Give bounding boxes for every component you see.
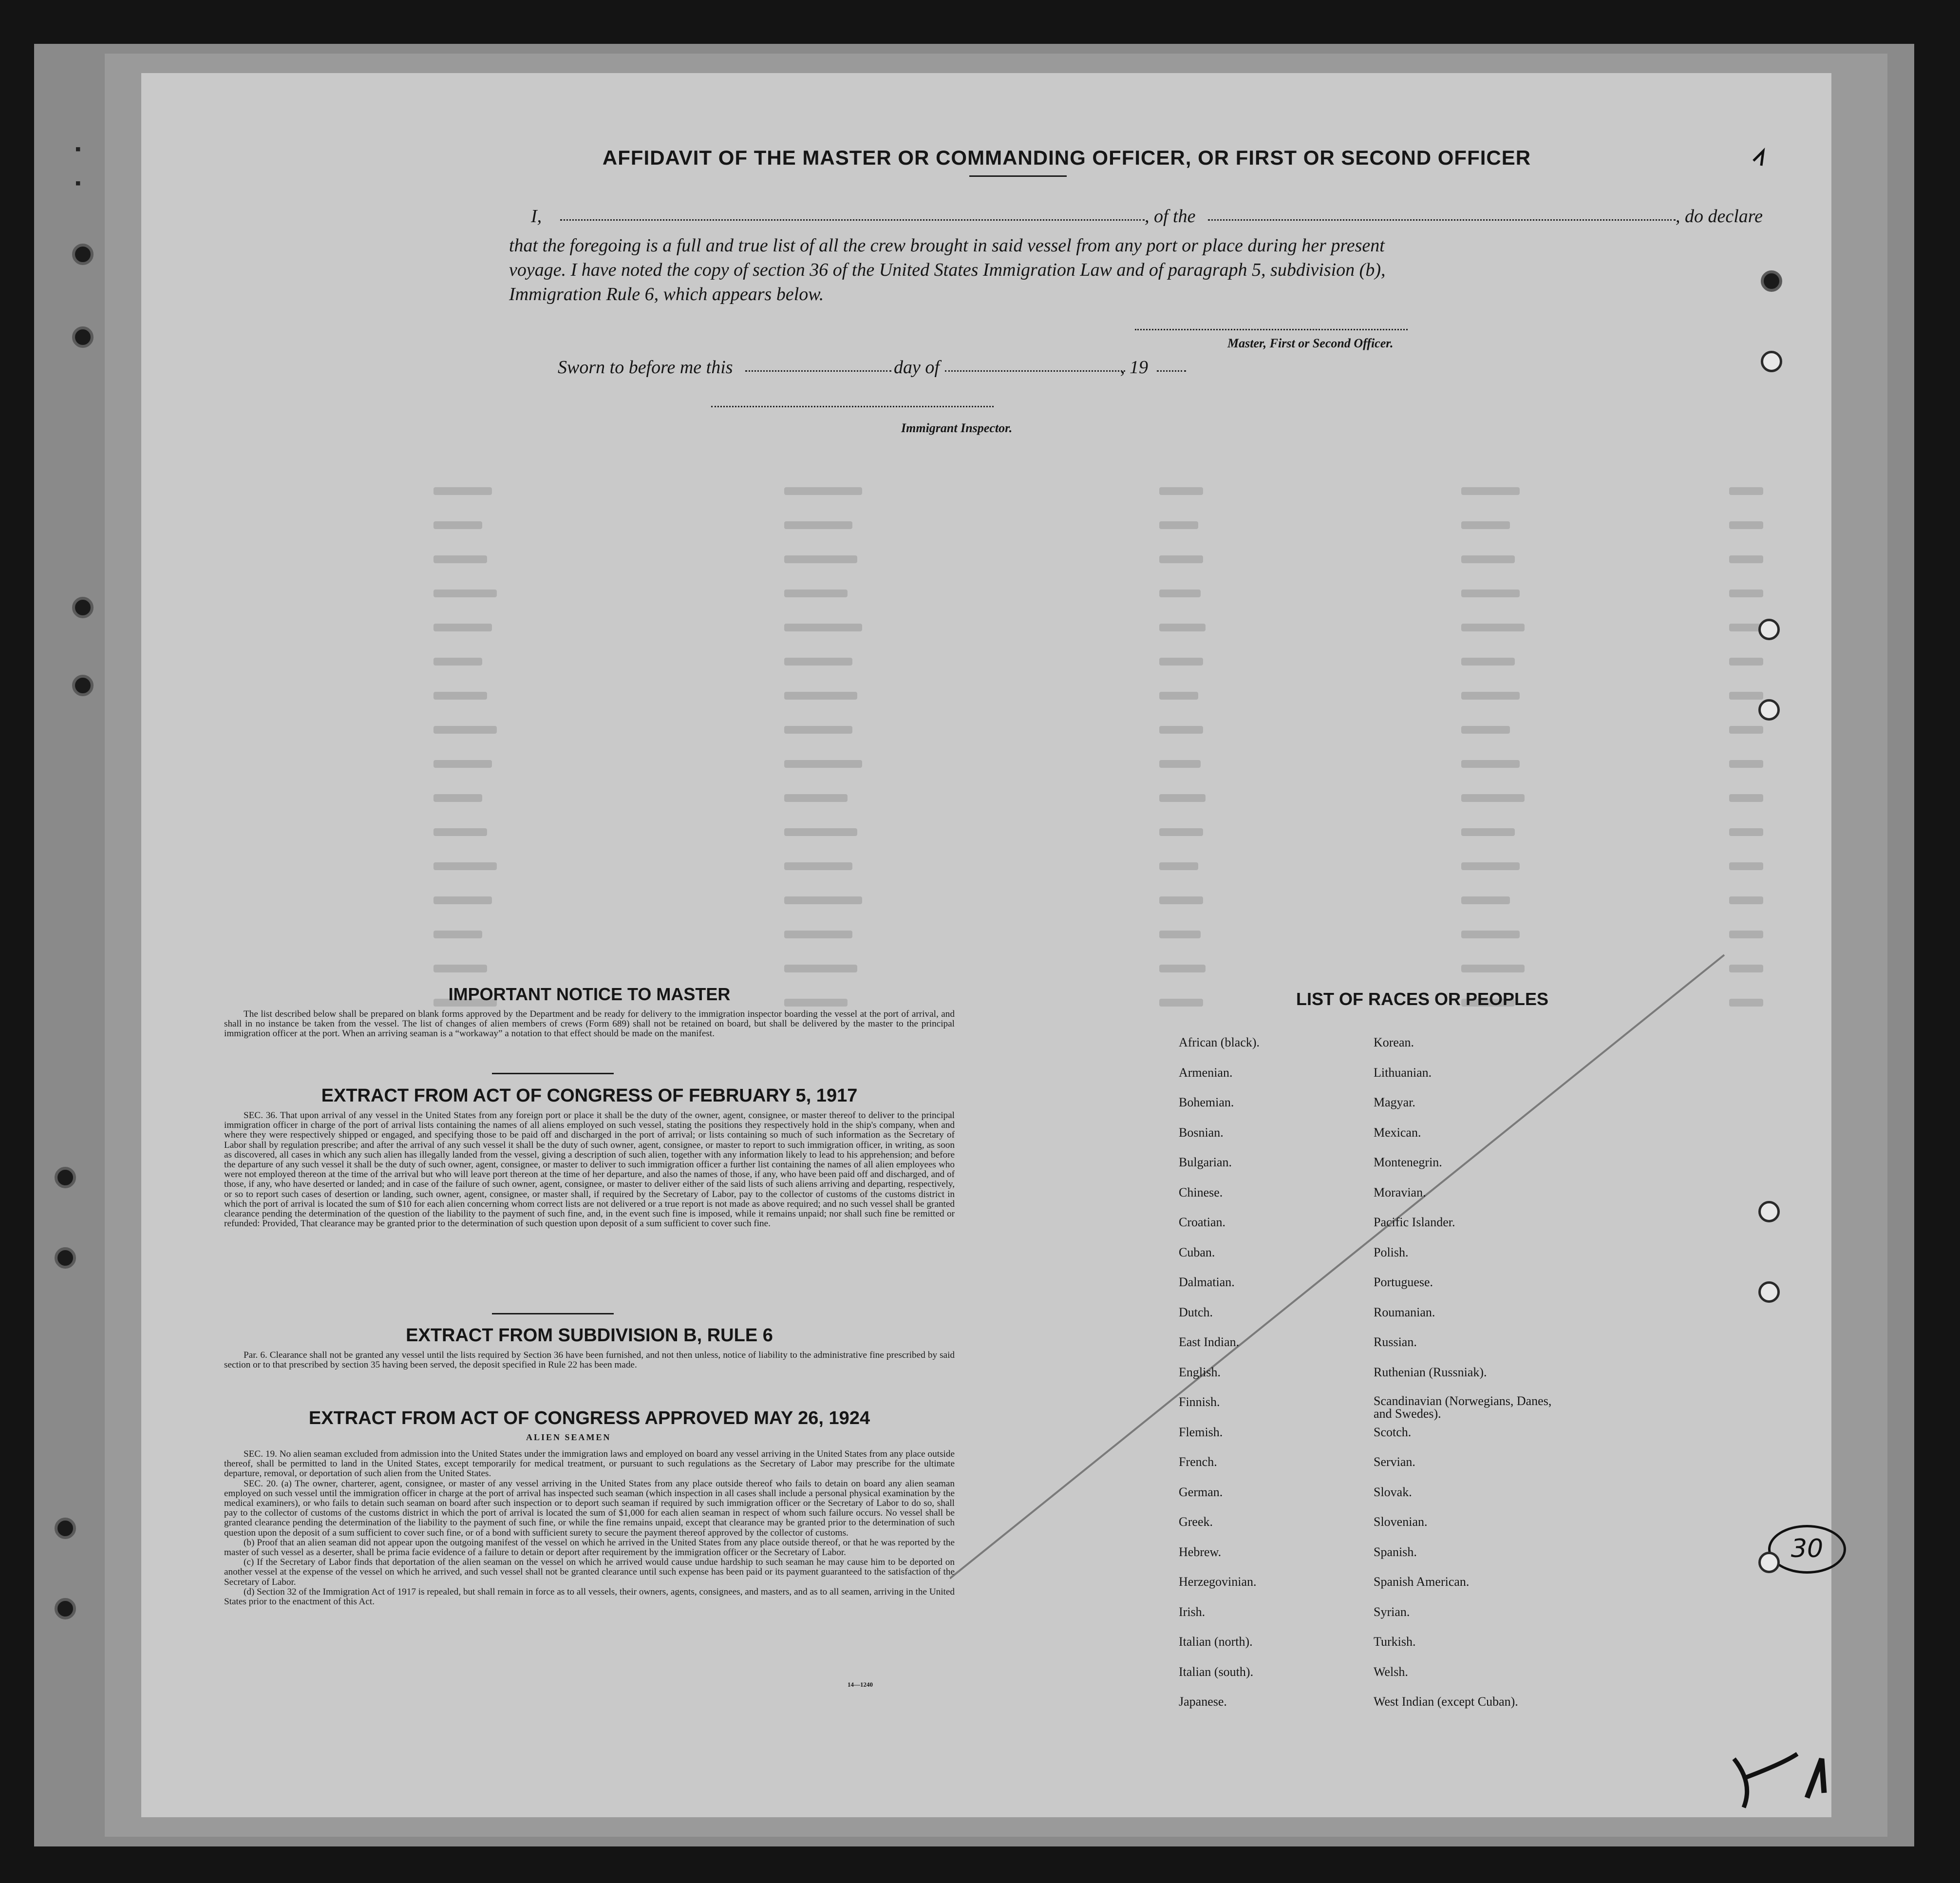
race-item-right: Portuguese. bbox=[1374, 1275, 1433, 1289]
race-item-left: Hebrew. bbox=[1179, 1544, 1222, 1559]
race-item-right: Montenegrin. bbox=[1374, 1155, 1442, 1169]
binder-hole bbox=[1758, 619, 1780, 640]
binder-hole bbox=[55, 1518, 76, 1539]
extract-1924-title: EXTRACT FROM ACT OF CONGRESS APPROVED MAY 26, 1924 bbox=[308, 1408, 870, 1428]
affidavit-declarant-label: I, bbox=[531, 206, 542, 227]
binder-hole bbox=[55, 1167, 76, 1188]
inspector-signature-label: Immigrant Inspector. bbox=[901, 421, 1013, 435]
sec20d-text: (d) Section 32 of the Immigration Act of 1917 is repealed, but shall remain in force as to all vessels, their owners, agents, consignees, and masters, and as to all seamen, arriving in the United States prior to the enactment of this Act. bbox=[224, 1586, 955, 1607]
race-item-right: Mexican. bbox=[1374, 1125, 1421, 1140]
race-item-left: East Indian. bbox=[1179, 1335, 1240, 1349]
race-item-left: Bulgarian. bbox=[1179, 1155, 1232, 1169]
sec20b-text: (b) Proof that an alien seaman did not appear upon the outgoing manifest of the vessel on which he arrived in the United States from any place outside thereof, or that he was reported by the master of such vessel as a deserter, shall be prima facie evidence of a failure to detain or deport after requirement by the immigration officer or the Secretary of Labor. bbox=[224, 1537, 955, 1558]
binder-hole bbox=[72, 597, 94, 618]
master-signature-label: Master, First or Second Officer. bbox=[1227, 336, 1394, 350]
race-item-right: Servian. bbox=[1374, 1455, 1415, 1469]
binder-hole bbox=[72, 675, 94, 696]
race-item-left: Finnish. bbox=[1179, 1395, 1220, 1409]
sec20a-text: SEC. 20. (a) The owner, charterer, agent, consignee, or master of any vessel arriving in the United States from any place outside thereof who fails to detain on board any alien seaman employed on such vessel until the immigration officer in charge at the port of arrival has inspected such seaman (which inspection in all cases shall include a personal physical examination by the medical examiners), or who fails to detain such seaman on board after such inspection or to deport such seaman if required by such immigration officer or the Secretary of Labor to do so, shall pay to the collector of customs of the customs district in which the port of arrival is located the sum of $1,000 for each alien seaman in respect of whom such failure occurs. No vessel shall be granted clearance pending the determination of the liability to the payment of such fine, or while the fine remains unpaid, except that clearance may be granted prior to the determination of such question upon the deposit of a sum sufficient to cover such fine, or of a bond with sufficient surety to secure the payment thereof approved by the collector of customs. bbox=[224, 1478, 955, 1538]
tick-mark bbox=[1749, 141, 1778, 171]
race-item-right: Moravian. bbox=[1374, 1185, 1426, 1199]
race-item-left: Dalmatian. bbox=[1179, 1275, 1235, 1289]
master-signature-field[interactable] bbox=[1135, 329, 1408, 330]
race-item-right: Ruthenian (Russniak). bbox=[1374, 1365, 1487, 1379]
race-item-right: Scotch. bbox=[1374, 1425, 1412, 1439]
race-item-right: Turkish. bbox=[1374, 1635, 1416, 1649]
race-item-right: Lithuanian. bbox=[1374, 1065, 1432, 1080]
binder-hole bbox=[72, 326, 94, 348]
affidavit-declare-label: , do declare bbox=[1676, 206, 1763, 227]
edge-mark: ▪ bbox=[73, 141, 83, 160]
race-item-left: Japanese. bbox=[1179, 1694, 1227, 1709]
sec36-text: SEC. 36. That upon arrival of any vessel in the United States from any foreign port or place it shall be the duty of the owner, agent, consignee, or master thereof to deliver to the principal immigration officer in charge of the port of arrival lists containing the names of all aliens employed on such vessel, stating the positions they respectively hold in the ship's company, when and where they were respectively shipped or engaged, and specifying those to be paid off and discharged in the port of arrival; or lists containing so much of such information as the Secretary of Labor shall by regulation prescribe; and after the arrival of any such vessel it shall be the duty of such owner, agent, consignee, or master to report to such immigration officer, in writing, as soon as discovered, all cases in which any such alien has illegally landed from the vessel, giving a description of such alien, together with any information likely to lead to his apprehension; and before the departure of any such vessel it shall be the duty of such owner, agent, consignee, or master to deliver to such immigration officer a further list containing the names of all alien employees who were not employed thereon at the time of the arrival but who will leave port thereon at the time of her departure, and also the names of those, if any, who have been paid off and discharged, and of those, if any, who have deserted or landed; and in case of the failure of such owner, agent, consignee, or master to deliver either of the said lists of such aliens arriving and departing, respectively, or so to report such cases of desertion or landing, such owner, agent, consignee, or master shall, if required by the Secretary of Labor, pay to the collector of customs of the customs district in which the port of arrival is located the sum of $10 for each alien concerning whom correct lists are not delivered or a true report is not made as above required; and no such vessel shall be granted clearance pending the determination of the question of the liability to the payment of such fine, and, in the event such fine is imposed, while it remains unpaid; nor shall such fine be remitted or refunded: Provided, That clearance may be granted prior to the determination of such question upon deposit of a sum sufficient to cover such fine. bbox=[224, 1110, 955, 1229]
binder-hole bbox=[1758, 1201, 1780, 1222]
race-item-right: Pacific Islander. bbox=[1374, 1215, 1455, 1229]
race-item-right: Slovenian. bbox=[1374, 1515, 1428, 1529]
race-item-left: French. bbox=[1179, 1455, 1217, 1469]
sec20b-paragraph bbox=[224, 1538, 955, 1558]
form-number: 14—1240 bbox=[848, 1681, 873, 1688]
affidavit-line-3: voyage. I have noted the copy of section 36 of the United States Immigration Law and of paragraph 5, subdivision (b), bbox=[509, 260, 1386, 280]
inspector-signature-field[interactable] bbox=[711, 406, 994, 407]
race-item-left: German. bbox=[1179, 1484, 1223, 1499]
sec20c-paragraph bbox=[224, 1558, 955, 1587]
race-item-right: Spanish. bbox=[1374, 1544, 1417, 1559]
race-item-right: Korean. bbox=[1374, 1035, 1414, 1049]
title-rule bbox=[969, 175, 1067, 177]
sec20c-text: (c) If the Secretary of Labor finds that deportation of the alien seaman on the vessel on which he arrived would cause undue hardship to such seaman he may cause him to be deported on another vessel at the expense of the vessel on which he arrived, and such vessel shall not be granted clearance until such expense has been paid or its payment guaranteed to the satisfaction of the Secretary of Labor. bbox=[224, 1557, 955, 1587]
race-item-left: Bohemian. bbox=[1179, 1095, 1234, 1109]
race-item-right: West Indian (except Cuban). bbox=[1374, 1694, 1518, 1709]
sworn-label: Sworn to before me this bbox=[558, 357, 733, 378]
race-item-right: Scandinavian (Norwegians, Danes, and Swedes). bbox=[1374, 1394, 1552, 1421]
manifest-page bbox=[141, 73, 1831, 1817]
race-item-left: Cuban. bbox=[1179, 1245, 1215, 1259]
handwritten-check-mark bbox=[1724, 1749, 1841, 1812]
sec20d-paragraph bbox=[224, 1587, 955, 1607]
race-item-right: Polish. bbox=[1374, 1245, 1409, 1259]
race-item-right: Welsh. bbox=[1374, 1664, 1408, 1679]
extract-1924-body bbox=[224, 1449, 955, 1607]
race-item-left: Chinese. bbox=[1179, 1185, 1223, 1199]
race-item-left: Italian (north). bbox=[1179, 1635, 1253, 1649]
race-item-right: Russian. bbox=[1374, 1335, 1417, 1349]
race-item-right: Spanish American. bbox=[1374, 1575, 1470, 1589]
notice-text: The list described below shall be prepared on blank forms approved by the Department and be ready for delivery to the immigration inspector boarding the vessel at the port of arrival, and shall in no instance be taken from the vessel. The list of changes of alien members of crews (Form 689) shall not be retained on board, but shall be delivered by the master to the principal immigration officer at the port. When an arriving seaman is a “workaway” a notation to that effect should be made on the manifest. bbox=[224, 1009, 955, 1039]
sworn-year-field[interactable] bbox=[1157, 370, 1186, 372]
binder-hole bbox=[55, 1247, 76, 1269]
binder-hole bbox=[1758, 1281, 1780, 1303]
race-item-left: English. bbox=[1179, 1365, 1221, 1379]
race-item-left: Croatian. bbox=[1179, 1215, 1226, 1229]
extract-1917-title: EXTRACT FROM ACT OF CONGRESS OF FEBRUARY 5, 1917 bbox=[321, 1085, 858, 1106]
race-item-left: Armenian. bbox=[1179, 1065, 1233, 1080]
race-item-left: Irish. bbox=[1179, 1604, 1206, 1619]
notice-title: IMPORTANT NOTICE TO MASTER bbox=[448, 984, 731, 1004]
paper-crease bbox=[950, 950, 1729, 1583]
binder-hole bbox=[1758, 699, 1780, 721]
declarant-name-field[interactable] bbox=[560, 219, 1145, 221]
section-rule bbox=[492, 1073, 614, 1074]
section-rule bbox=[492, 1313, 614, 1314]
affidavit-line-2: that the foregoing is a full and true list of all the crew brought in said vessel from any port or place during her present bbox=[509, 235, 1385, 256]
binder-hole bbox=[55, 1598, 76, 1619]
race-item-left: Italian (south). bbox=[1179, 1664, 1254, 1679]
race-item-left: Greek. bbox=[1179, 1515, 1213, 1529]
sworn-day-field[interactable] bbox=[745, 370, 891, 372]
sworn-month-field[interactable] bbox=[945, 370, 1125, 372]
binder-hole bbox=[72, 244, 94, 265]
day-of-label: day of bbox=[894, 357, 940, 378]
page-number-annotation: 30 bbox=[1768, 1525, 1846, 1574]
vessel-name-field[interactable] bbox=[1208, 219, 1676, 221]
affidavit-line-4: Immigration Rule 6, which appears below. bbox=[509, 284, 824, 304]
race-item-right: Slovak. bbox=[1374, 1484, 1412, 1499]
edge-mark: ▪ bbox=[73, 175, 83, 194]
affidavit-vessel-label: , of the bbox=[1145, 206, 1196, 227]
race-item-right: Syrian. bbox=[1374, 1604, 1410, 1619]
race-item-left: Bosnian. bbox=[1179, 1125, 1224, 1140]
rule6-text: Par. 6. Clearance shall not be granted any vessel until the lists required by Section 36 have been furnished, and not then unless, notice of liability to the administrative fine prescribed by said section or to that prescribed by section 35 having been served, the deposit specified in Rule 22 has been made. bbox=[224, 1350, 955, 1370]
extract-rule6-title: EXTRACT FROM SUBDIVISION B, RULE 6 bbox=[406, 1325, 773, 1346]
races-title: LIST OF RACES OR PEOPLES bbox=[1296, 989, 1549, 1009]
extract-1917-body bbox=[224, 1111, 955, 1229]
affidavit-title: AFFIDAVIT OF THE MASTER OR COMMANDING OFFICER, OR FIRST OR SECOND OFFICER bbox=[602, 146, 1531, 169]
race-item-right: Roumanian. bbox=[1374, 1305, 1435, 1319]
sec19-text: SEC. 19. No alien seaman excluded from admission into the United States under the immigration laws and employed on board any vessel arriving in the United States from any place outside thereof, shall be permitted to land in the United States, except temporarily for medical treatment, or pursuant to such regulations as the Secretary of Labor may prescribe for the ultimate departure, removal, or deportation of such alien from the United States. bbox=[224, 1449, 955, 1479]
alien-seamen-subtitle: ALIEN SEAMEN bbox=[526, 1432, 611, 1442]
sec20a-paragraph bbox=[224, 1479, 955, 1538]
sec19-paragraph bbox=[224, 1449, 955, 1479]
race-item-left: African (black). bbox=[1179, 1035, 1260, 1049]
binder-hole bbox=[1761, 270, 1782, 292]
extract-rule6-body bbox=[224, 1350, 955, 1370]
year-label: , 19 bbox=[1120, 357, 1148, 378]
race-item-right: Magyar. bbox=[1374, 1095, 1415, 1109]
race-item-left: Flemish. bbox=[1179, 1425, 1223, 1439]
race-item-left: Dutch. bbox=[1179, 1305, 1213, 1319]
binder-hole bbox=[1761, 351, 1782, 372]
notice-body bbox=[224, 1009, 955, 1039]
binder-hole bbox=[1758, 1552, 1780, 1573]
race-item-left: Herzegovinian. bbox=[1179, 1575, 1257, 1589]
